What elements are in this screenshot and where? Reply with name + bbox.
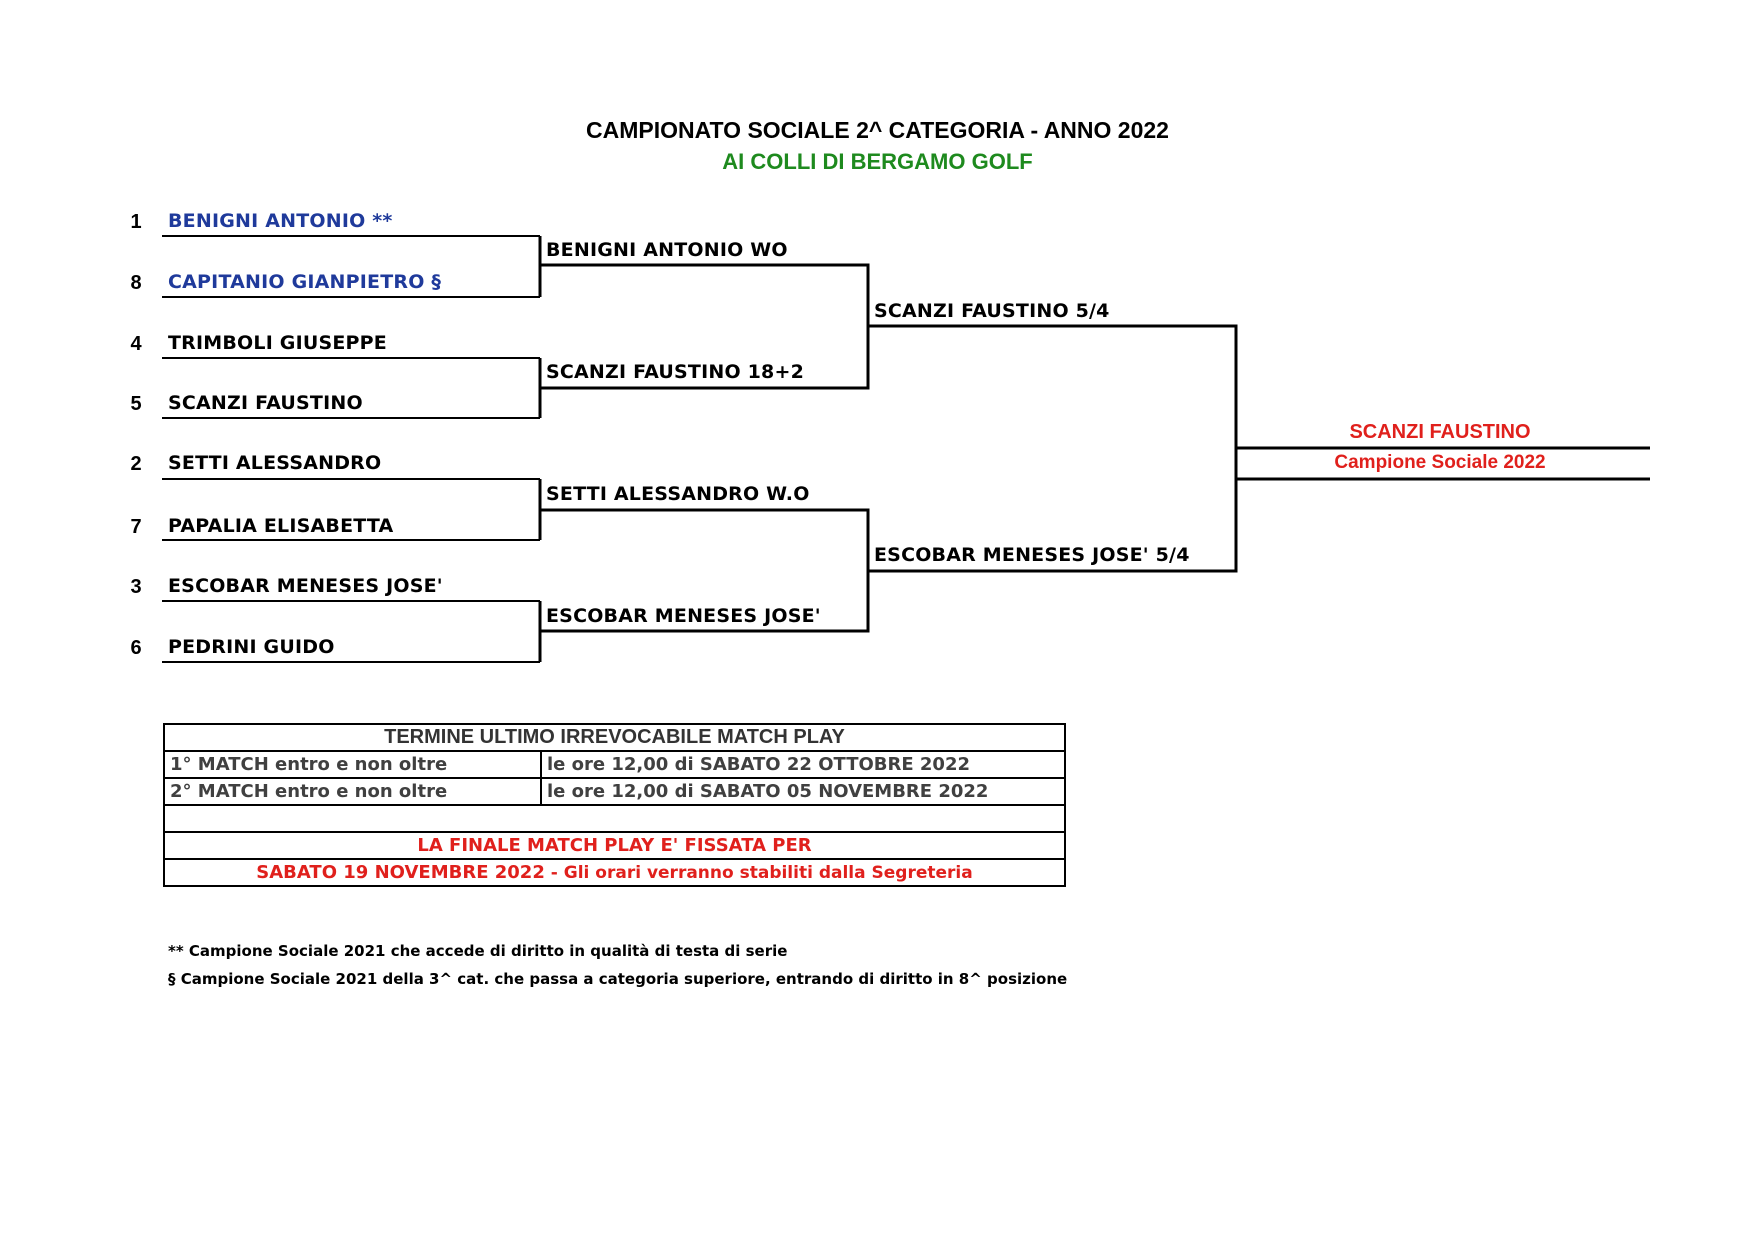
final-label: LA FINALE MATCH PLAY E' FISSATA PER [164,832,1065,859]
player-entry: SCANZI FAUSTINO [168,392,363,414]
champion-name: SCANZI FAUSTINO [1349,421,1531,443]
quarterfinal-winner: ESCOBAR MENESES JOSE' [546,605,821,627]
quarterfinal-winner: SCANZI FAUSTINO 18+2 [546,361,805,383]
seed-number: 8 [130,272,142,294]
player-entry: TRIMBOLI GIUSEPPE [168,332,387,354]
deadline-value: le ore 12,00 di SABATO 22 OTTOBRE 2022 [541,751,1065,778]
page-title: CAMPIONATO SOCIALE 2^ CATEGORIA - ANNO 2022 [586,117,1169,143]
seed-number: 2 [130,453,142,475]
deadline-label: 2° MATCH entro e non oltre [164,778,541,805]
deadline-value: le ore 12,00 di SABATO 05 NOVEMBRE 2022 [541,778,1065,805]
semifinal-winner: SCANZI FAUSTINO 5/4 [874,300,1110,322]
seed-number: 3 [130,576,142,598]
deadlines-table [163,723,1066,887]
seed-number: 7 [130,516,142,538]
seed-number: 1 [130,211,142,233]
seed-number: 6 [130,637,142,659]
final-note: - Gli orari verranno stabiliti dalla Segreteria [544,863,973,883]
sf-bracket [868,326,1236,571]
player-entry: PEDRINI GUIDO [168,636,335,658]
footnote-seed: ** Campione Sociale 2021 che accede di diritto in qualità di testa di serie [168,942,788,960]
champion-title: Campione Sociale 2022 [1334,452,1546,473]
deadline-label: 1° MATCH entro e non oltre [164,751,541,778]
deadlines-header: TERMINE ULTIMO IRREVOCABILE MATCH PLAY [164,724,1065,751]
player-entry: PAPALIA ELISABETTA [168,515,394,537]
page-subtitle: AI COLLI DI BERGAMO GOLF [722,149,1033,174]
player-entry: SETTI ALESSANDRO [168,452,382,474]
final-date: SABATO 19 NOVEMBRE 2022 [256,862,545,883]
seed-number: 4 [130,333,142,355]
player-entry: CAPITANIO GIANPIETRO § [168,271,442,293]
empty-row [164,805,1065,832]
footnote-promotion: § Campione Sociale 2021 della 3^ cat. che passa a categoria superiore, entrando di diritto in 8^ posizione [168,970,1068,988]
seed-number: 5 [130,393,142,415]
semifinal-winner: ESCOBAR MENESES JOSE' 5/4 [874,544,1190,566]
quarterfinal-winner: SETTI ALESSANDRO W.O [546,483,810,505]
player-entry: BENIGNI ANTONIO ** [168,210,393,232]
final-date-row [164,859,1065,886]
quarterfinal-winner: BENIGNI ANTONIO WO [546,239,788,261]
player-entry: ESCOBAR MENESES JOSE' [168,575,443,597]
